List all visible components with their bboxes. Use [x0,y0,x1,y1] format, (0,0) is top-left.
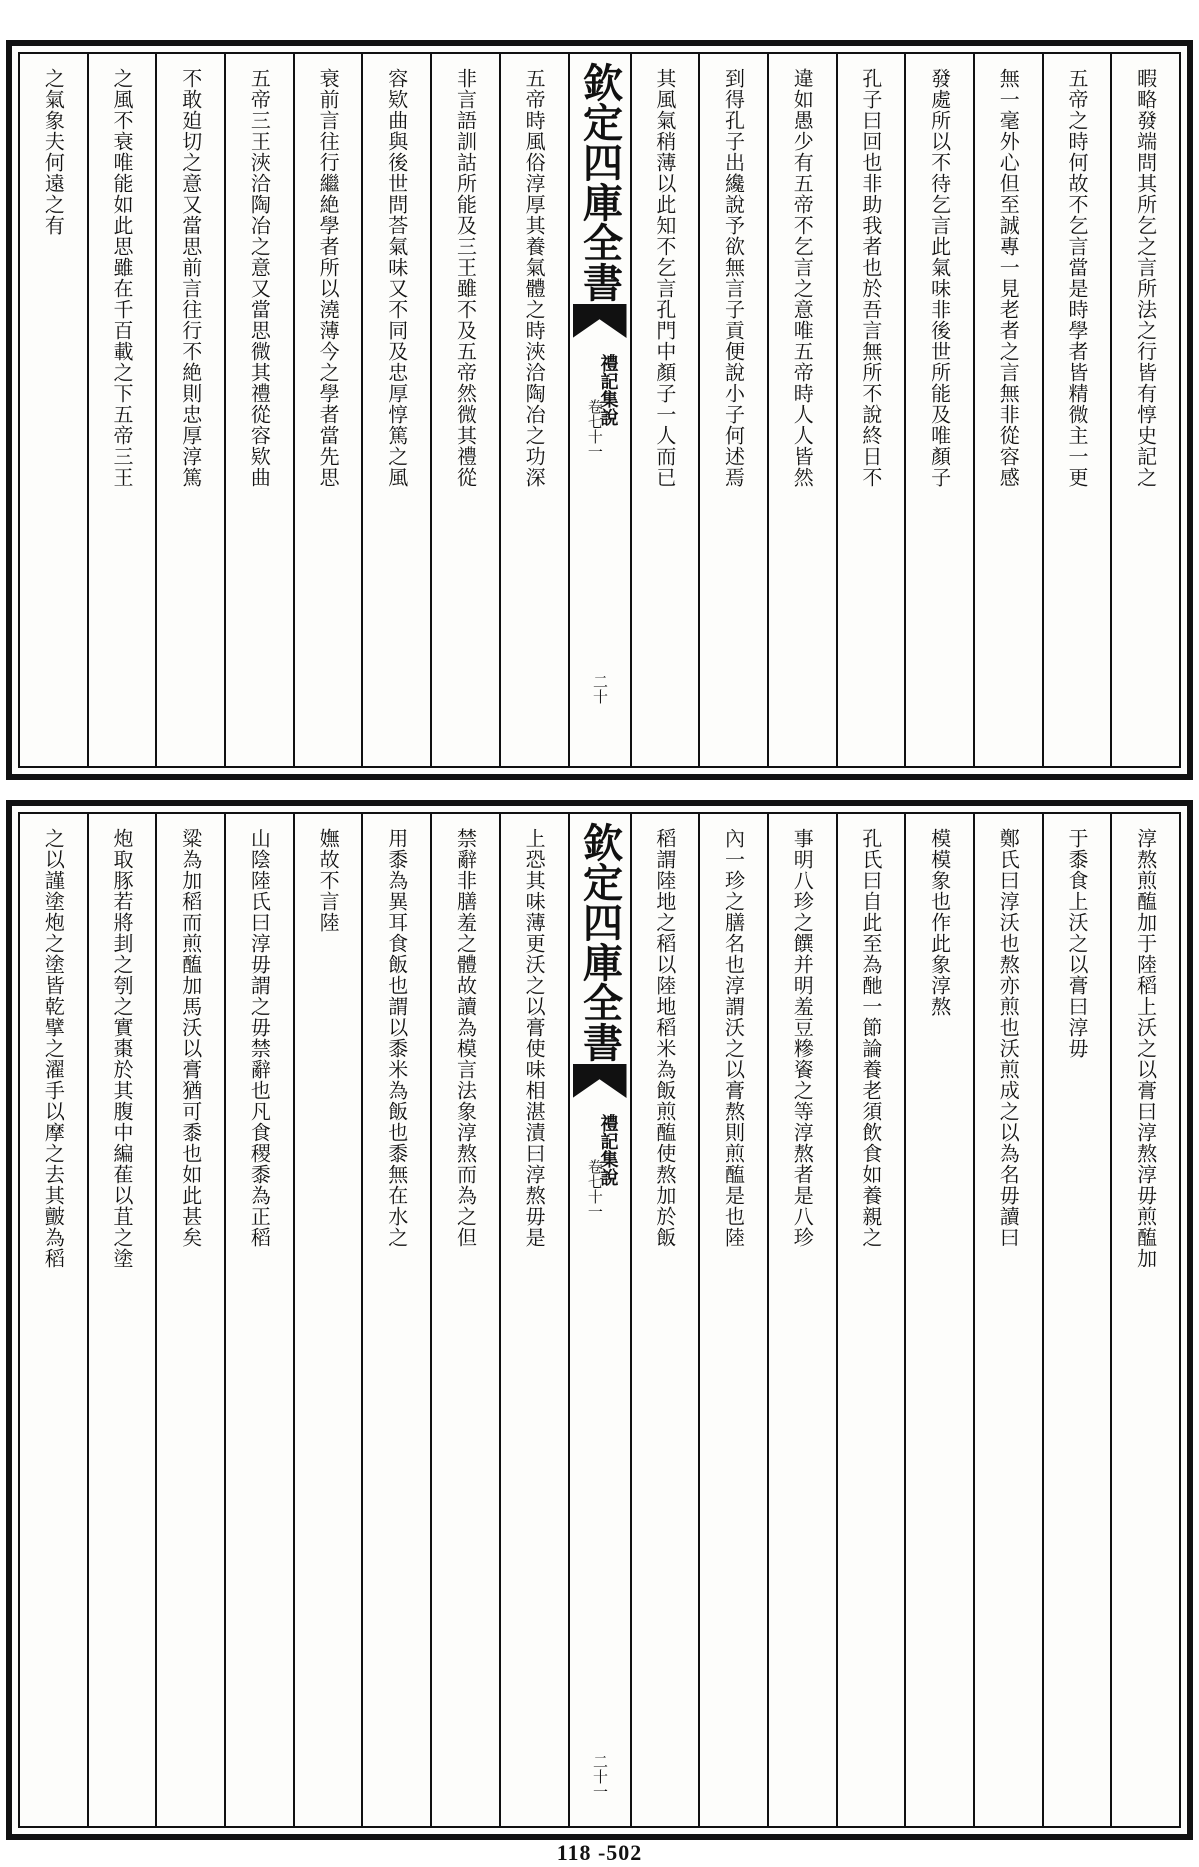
bottom-page-columns [20,814,1179,1826]
fish-tail-mark [573,304,627,338]
text-column: 孔氏曰自此至為酏一節論養老須飲食如養親之 [838,814,907,1826]
text-column: 鄭氏曰淳沃也熬亦煎也沃煎成之以為名毋讀曰 [975,814,1044,1826]
text-column: 于黍食上沃之以膏曰淳毋 [1044,814,1113,1826]
text-column: 模模象也作此象淳熬 [906,814,975,1826]
text-column: 暇略發端問其所乞之言所法之行皆有惇史記之 [1133,68,1158,488]
text-column: 容欵曲與後世問荅氣味又不同及忠厚惇篤之風 [363,54,432,766]
book-title: 禮記集說 [597,354,619,426]
text-column: 稻謂陸地之稻以陸地稻米為飯煎醢使熬加於飯 [632,814,701,1826]
text-column: 五帝三王浹洽陶冶之意又當思微其禮從容欵曲 [226,54,295,766]
text-column: 其風氣稍薄以此知不乞言孔門中顏子一人而已 [632,54,701,766]
text-column: 無一毫外心但至誠專一見老者之言無非從容感 [975,54,1044,766]
page-number: 118 -502 [556,1840,643,1865]
text-column: 到得孔子出纔說予欲無言子貢便說小子何述焉 [700,54,769,766]
leaf-number: 二十 [591,674,609,704]
text-column: 用黍為異耳食飯也謂以黍米為飯也黍無在水之 [363,814,432,1826]
text-column: 粱為加稻而煎醢加馬沃以膏猶可黍也如此甚矣 [157,814,226,1826]
center-margin [570,814,632,1826]
text-column: 非言語訓詁所能及三王雖不及五帝然微其禮從 [432,54,501,766]
top-page [6,40,1193,780]
text-column: 淳熬煎醢加于陸稻上沃之以膏曰淳熬淳毋煎醢加 [1133,828,1158,1269]
top-page-columns [20,54,1179,766]
center-title: 欽定四庫全書 [576,822,624,1062]
bottom-page [6,800,1193,1840]
text-column: 禁辭非膳羞之體故讀為模言法象淳熬而為之但 [432,814,501,1826]
book-title: 禮記集說 [597,1114,619,1186]
text-column: 衰前言往行繼絶學者所以澆薄今之學者當先思 [295,54,364,766]
fish-tail-mark [573,1064,627,1098]
text-column: 山陰陸氏曰淳毋謂之毋禁辭也凡食稷黍為正稻 [226,814,295,1826]
text-column: 孔子曰回也非助我者也於吾言無所不說終日不 [838,54,907,766]
text-column: 上恐其味薄更沃之以膏使味相湛漬曰淳熬毋是 [501,814,570,1826]
bottom-page-frame [18,812,1181,1828]
text-column: 之以謹塗炮之塗皆乾擘之濯手以摩之去其皽為稻 [20,814,89,1826]
text-column: 之風不衰唯能如此思雖在千百載之下五帝三王 [89,54,158,766]
center-margin [570,54,632,766]
center-title: 欽定四庫全書 [576,62,624,302]
volume-label: 卷七十一 [585,1159,604,1219]
text-column: 炮取豚若將刲之刳之實棗於其腹中編萑以苴之塗 [89,814,158,1826]
top-page-frame [18,52,1181,768]
text-column: 不敢廹切之意又當思前言往行不絶則忠厚淳篤 [157,54,226,766]
leaf-number: 二十一 [591,1754,609,1799]
text-column: 五帝時風俗淳厚其養氣體之時浹洽陶冶之功深 [501,54,570,766]
text-column: 事明八珍之饌并明羞豆糝餈之等淳熬者是八珍 [769,814,838,1826]
text-column: 嫵故不言陸 [295,814,364,1826]
volume-label: 卷七十一 [585,399,604,459]
text-column: 發處所以不待乞言此氣味非後世所能及唯顏子 [906,54,975,766]
text-column: 之氣象夫何遠之有 [20,54,89,766]
text-column: 違如愚少有五帝不乞言之意唯五帝時人人皆然 [769,54,838,766]
text-column: 內一珍之膳名也淳謂沃之以膏熬則煎醢是也陸 [700,814,769,1826]
text-column: 五帝之時何故不乞言當是時學者皆精微主一更 [1044,54,1113,766]
